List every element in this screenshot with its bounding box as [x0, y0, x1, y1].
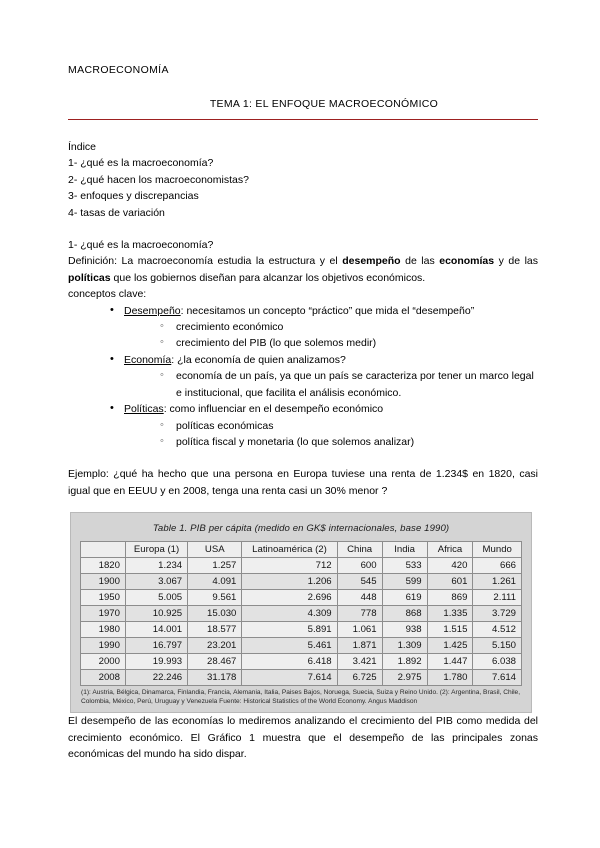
- cell-value: 14.001: [125, 622, 187, 638]
- table-footnote: (1): Austria, Bélgica, Dinamarca, Finlandia, Francia, Alemania, Italia, Paises Bajos, Noruega, Suecia, Suiza y Reino Unido. (2): Argentina, Brasil, Chile, Colombia, México, Perú, Uruguay y Venezuela Fuente: Historical Statistics of the World Economy. Angus Maddison: [81, 689, 521, 705]
- cell-value: 3.421: [337, 654, 382, 670]
- cell-value: 868: [382, 606, 427, 622]
- cell-year: 2008: [81, 670, 126, 686]
- column-header: Latinoamérica (2): [242, 542, 337, 558]
- cell-year: 1950: [81, 590, 126, 606]
- definition-paragraph: [68, 253, 538, 286]
- pib-table-body: [81, 558, 522, 686]
- cell-value: 6.725: [337, 670, 382, 686]
- document-heading: MACROECONOMÍA: [68, 64, 169, 76]
- cell-value: 23.201: [188, 638, 242, 654]
- cell-year: 1980: [81, 622, 126, 638]
- cell-value: 28.467: [188, 654, 242, 670]
- cell-value: 1.871: [337, 638, 382, 654]
- cell-value: 5.005: [125, 590, 187, 606]
- cell-value: 5.891: [242, 622, 337, 638]
- concepts-lead: conceptos clave:: [68, 288, 147, 301]
- list-item: ◦ crecimiento del PIB (lo que solemos medir): [160, 335, 538, 351]
- definition-bold-economias: economías: [439, 255, 495, 268]
- cell-value: 600: [337, 558, 382, 574]
- concepts-list: [68, 303, 538, 451]
- cell-value: 448: [337, 590, 382, 606]
- concept-label-politicas: Políticas: [124, 403, 164, 416]
- concept-sublist-politicas: [124, 418, 538, 451]
- column-header: Africa: [427, 542, 473, 558]
- cell-year: 1900: [81, 574, 126, 590]
- index-item-3: 3- enfoques y discrepancias: [68, 190, 199, 203]
- column-header: China: [337, 542, 382, 558]
- cell-value: 601: [427, 574, 473, 590]
- concept-item-desempeno: [110, 303, 538, 352]
- cell-value: 18.577: [188, 622, 242, 638]
- cell-value: 31.178: [188, 670, 242, 686]
- cell-value: 666: [473, 558, 522, 574]
- cell-value: 22.246: [125, 670, 187, 686]
- list-item: ◦ economía de un país, ya que un país se caracteriza por tener un marco legal e institucional, que facilita el análisis económico.: [160, 368, 538, 401]
- cell-value: 6.418: [242, 654, 337, 670]
- table-row: [81, 574, 522, 590]
- cell-value: 1.234: [125, 558, 187, 574]
- definition-part-4: que los gobiernos diseñan para alcanzar los objetivos económicos.: [110, 271, 426, 284]
- cell-value: 938: [382, 622, 427, 638]
- title-divider: [68, 119, 538, 120]
- column-header: Mundo: [473, 542, 522, 558]
- closing-paragraph: El desempeño de las economías lo mediremos analizando el crecimiento del PIB como medida del crecimiento económico. El Gráfico 1 muestra que el desempeño de las principales zonas económicas del mundo ha sido dispar.: [68, 715, 538, 761]
- cell-value: 545: [337, 574, 382, 590]
- concept-label-economia: Economía: [124, 353, 172, 366]
- cell-value: 1.309: [382, 638, 427, 654]
- list-item: ◦ políticas económicas: [160, 418, 538, 434]
- cell-value: 15.030: [188, 606, 242, 622]
- cell-value: 2.111: [473, 590, 522, 606]
- cell-value: 5.461: [242, 638, 337, 654]
- definition-bold-politicas: políticas: [68, 271, 111, 284]
- cell-value: 869: [427, 590, 473, 606]
- cell-value: 2.975: [382, 670, 427, 686]
- list-item: ◦ crecimiento económico: [160, 319, 538, 335]
- cell-value: 1.206: [242, 574, 337, 590]
- cell-year: 1990: [81, 638, 126, 654]
- concept-sublist-desempeno: [124, 319, 538, 352]
- example-paragraph: Ejemplo: ¿qué ha hecho que una persona en Europa tuviese una renta de 1.234$ en 1820, casi igual que en EEUU y en 2008, tenga una renta casi un 30% menor ?: [68, 468, 538, 497]
- column-header: [81, 542, 126, 558]
- table-caption: Table 1. PIB per cápita (medido en GK$ internacionales, base 1990): [152, 523, 450, 535]
- index-block: [68, 139, 538, 221]
- table-row: [81, 638, 522, 654]
- cell-value: 6.038: [473, 654, 522, 670]
- cell-value: 19.993: [125, 654, 187, 670]
- document-title: TEMA 1: EL ENFOQUE MACROECONÓMICO: [209, 98, 439, 110]
- definition-part-1: Definición: La macroeconomía estudia la estructura y el: [68, 255, 343, 268]
- cell-value: 1.780: [427, 670, 473, 686]
- cell-value: 4.091: [188, 574, 242, 590]
- concept-item-economia: [110, 352, 538, 401]
- cell-value: 10.925: [125, 606, 187, 622]
- column-header: Europa (1): [125, 542, 187, 558]
- table-figure: [70, 512, 532, 713]
- cell-value: 619: [382, 590, 427, 606]
- cell-value: 778: [337, 606, 382, 622]
- list-item: ◦ política fiscal y monetaria (lo que solemos analizar): [160, 434, 538, 450]
- concept-item-politicas: [110, 401, 538, 450]
- cell-value: 1.425: [427, 638, 473, 654]
- column-header: India: [382, 542, 427, 558]
- cell-value: 9.561: [188, 590, 242, 606]
- cell-value: 1.515: [427, 622, 473, 638]
- table-row: [81, 558, 522, 574]
- concept-text-desempeno: : necesitamos un concepto “práctico” que mida el “desempeño”: [180, 304, 475, 317]
- cell-value: 1.447: [427, 654, 473, 670]
- cell-year: 1970: [81, 606, 126, 622]
- cell-value: 4.512: [473, 622, 522, 638]
- cell-value: 1.261: [473, 574, 522, 590]
- concept-label-desempeno: Desempeño: [124, 304, 181, 317]
- cell-value: 1.892: [382, 654, 427, 670]
- table-row: [81, 590, 522, 606]
- cell-year: 2000: [81, 654, 126, 670]
- cell-value: 4.309: [242, 606, 337, 622]
- pib-table: [80, 541, 522, 686]
- cell-value: 533: [382, 558, 427, 574]
- cell-value: 16.797: [125, 638, 187, 654]
- cell-value: 712: [242, 558, 337, 574]
- definition-part-3: y de las: [494, 255, 539, 268]
- cell-value: 7.614: [473, 670, 522, 686]
- cell-value: 1.061: [337, 622, 382, 638]
- cell-value: 2.696: [242, 590, 337, 606]
- column-header: USA: [188, 542, 242, 558]
- table-header-row: [81, 542, 522, 558]
- section-1-title: 1- ¿qué es la macroeconomía?: [68, 239, 214, 252]
- cell-value: 599: [382, 574, 427, 590]
- concept-text-politicas: : como influenciar en el desempeño económico: [163, 403, 384, 416]
- pib-table-head: [81, 542, 522, 558]
- cell-year: 1820: [81, 558, 126, 574]
- cell-value: 5.150: [473, 638, 522, 654]
- cell-value: 3.729: [473, 606, 522, 622]
- index-item-1: 1- ¿qué es la macroeconomía?: [68, 157, 214, 170]
- concept-sublist-economia: [124, 368, 538, 401]
- cell-value: 7.614: [242, 670, 337, 686]
- cell-value: 1.335: [427, 606, 473, 622]
- table-row: [81, 622, 522, 638]
- table-row: [81, 654, 522, 670]
- definition-part-2: de las: [400, 255, 440, 268]
- index-label: Índice: [68, 141, 97, 153]
- cell-value: 1.257: [188, 558, 242, 574]
- cell-value: 420: [427, 558, 473, 574]
- index-item-4: 4- tasas de variación: [68, 206, 165, 219]
- definition-bold-desempeno: desempeño: [342, 255, 401, 268]
- concept-text-economia: : ¿la economía de quien analizamos?: [171, 353, 346, 366]
- table-row: [81, 606, 522, 622]
- cell-value: 3.067: [125, 574, 187, 590]
- table-row: [81, 670, 522, 686]
- index-item-2: 2- ¿qué hacen los macroeconomistas?: [68, 173, 249, 186]
